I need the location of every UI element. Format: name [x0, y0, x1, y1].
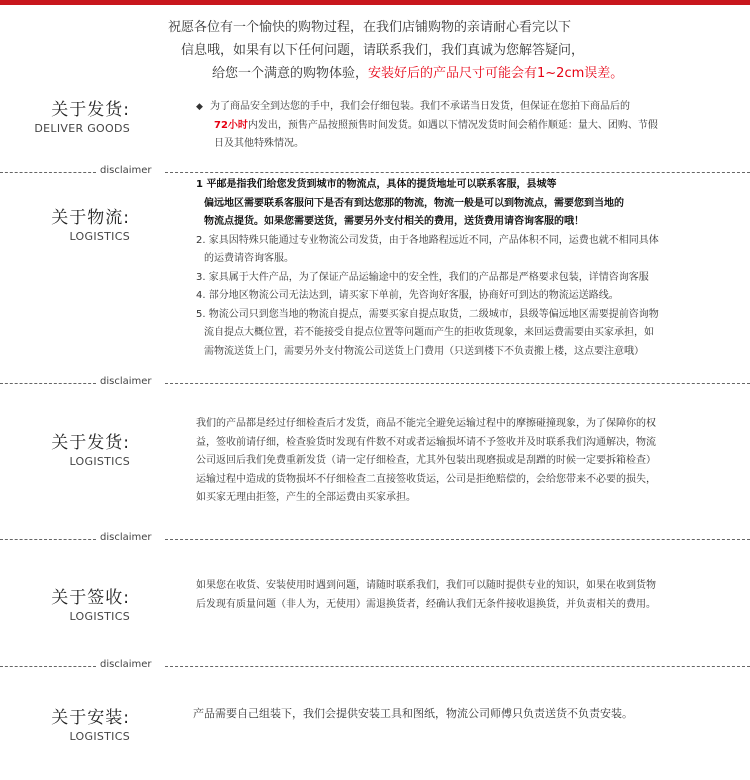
body-line: 为了商品安全到达您的手中，我们会仔细包装。我们不承诺当日发货，但保证在您拍下商品后的 [210, 101, 630, 112]
divider-disclaimer [0, 377, 750, 389]
section-title-en: LOGISTICS [69, 730, 130, 743]
top-accent-bar [0, 0, 750, 5]
body-line: 1 平邮是指我们给您发货到城市的物流点，具体的提货地址可以联系客服，县城等 [196, 179, 557, 190]
section-logistics-title [51, 208, 130, 244]
body-line: 产品需要自己组装下，我们会提供安装工具和图纸，物流公司师傅只负责送货不负责安装。 [193, 707, 633, 720]
intro-line-1: 祝愿各位有一个愉快的购物过程，在我们店铺购物的亲请耐心看完以下 [168, 20, 572, 35]
section-installation-title [51, 708, 130, 744]
body-line: 我们的产品都是经过仔细检查后才发货，商品不能完全避免运输过程中的摩擦碰撞现象，为了保障你的权 [196, 418, 656, 429]
divider-label: disclaimer [100, 376, 152, 387]
divider-label: disclaimer [100, 165, 152, 176]
section-deliver-body [196, 98, 658, 154]
body-line: 益，签收前请仔细，检查验货时发现有件数不对或者运输损坏请不予签收并及时联系我们沟通解决，物流 [196, 436, 656, 448]
intro-line-3-text: 给您一个满意的购物体验， [212, 66, 369, 81]
section-title-en: LOGISTICS [69, 230, 130, 243]
section-logistics-body [196, 176, 659, 361]
body-line: 如果您在收货、安装使用时遇到问题，请随时联系我们，我们可以随时提供专业的知识，如果在收到货物 [196, 580, 656, 591]
section-signing-title [51, 588, 130, 624]
body-line: 运输过程中造成的货物损坏不仔细检查二直接签收货运，公司是拒绝赔偿的，会给您带来不必要的损失， [196, 473, 656, 485]
section-inspection-body [196, 415, 656, 508]
section-title-cn: 关于发货: [51, 100, 130, 120]
body-line: 3. 家具属于大件产品，为了保证产品运输途中的安全性，我们的产品都是严格要求包装，详情咨询客服 [196, 271, 649, 283]
body-line: 流自提点大概位置，若不能接受自提点位置等问题而产生的拒收货现象，来回运费需要由买家承担，如 [204, 327, 654, 338]
section-deliver-title [34, 100, 130, 136]
section-title-cn: 关于发货: [51, 433, 130, 453]
section-installation-body [193, 705, 633, 724]
diamond-bullet-icon: ◆ [196, 102, 203, 112]
body-line: 物流点提货。如果您需要送货，需要另外支付相关的费用，送货费用请咨询客服的哦！ [204, 216, 584, 227]
divider-disclaimer [0, 660, 750, 672]
section-title-en: LOGISTICS [69, 610, 130, 623]
intro-size-warning: 安装好后的产品尺寸可能会有1~2cm误差。 [368, 66, 624, 81]
intro-line-2: 信息哦，如果有以下任何问题，请联系我们，我们真诚为您解答疑问， [181, 43, 585, 58]
body-line: 偏远地区需要联系客服问下是否有到达您那的物流，物流一般是可以到物流点，需要您到当地的 [204, 197, 624, 209]
section-signing-body [196, 577, 656, 614]
divider-disclaimer [0, 533, 750, 545]
section-title-en: LOGISTICS [69, 455, 130, 468]
body-line: 公司返回后我们免费重新发货（请一定仔细检查，尤其外包装出现磨损或是刮蹭的时候一定要拆箱检查） [196, 455, 656, 466]
body-line: 4. 部分地区物流公司无法达到，请买家下单前，先咨询好客服，协商好可到达的物流运送路线。 [196, 290, 619, 301]
body-line: 如买家无理由拒签，产生的全部运费由买家承担。 [196, 492, 416, 503]
delivery-hours-highlight: 72小时 [214, 119, 248, 131]
divider-label: disclaimer [100, 532, 152, 543]
body-line: 的运费请咨询客服。 [204, 253, 294, 264]
section-title-cn: 关于物流: [51, 208, 130, 228]
body-line: 2. 家具因特殊只能通过专业物流公司发货，由于各地路程远近不同，产品体积不同，运费也就不相同具体 [196, 234, 659, 246]
section-title-en: DELIVER GOODS [34, 122, 130, 135]
intro-line-3 [212, 66, 623, 82]
body-line: 5. 物流公司只到您当地的物流自提点，需要买家自提点取货，二级城市，县级等偏远地区需要提前咨询物 [196, 308, 659, 320]
body-line: 日及其他特殊情况。 [214, 138, 304, 149]
section-inspection-title [51, 433, 130, 469]
body-line: 需物流送货上门，需要另外支付物流公司送货上门费用（只送到楼下不负责搬上楼，这点要注意哦） [204, 345, 644, 357]
body-line: 内发出，预售产品按照预售时间发货。如遇以下情况发货时间会稍作顺延：量大、团购、节假 [247, 119, 658, 131]
section-title-cn: 关于安装: [51, 708, 130, 728]
divider-label: disclaimer [100, 659, 152, 670]
body-line: 后发现有质量问题（非人为，无使用）需退换货者，经确认我们无条件接收退换货，并负责相关的费用。 [196, 598, 656, 610]
section-title-cn: 关于签收: [51, 588, 130, 608]
